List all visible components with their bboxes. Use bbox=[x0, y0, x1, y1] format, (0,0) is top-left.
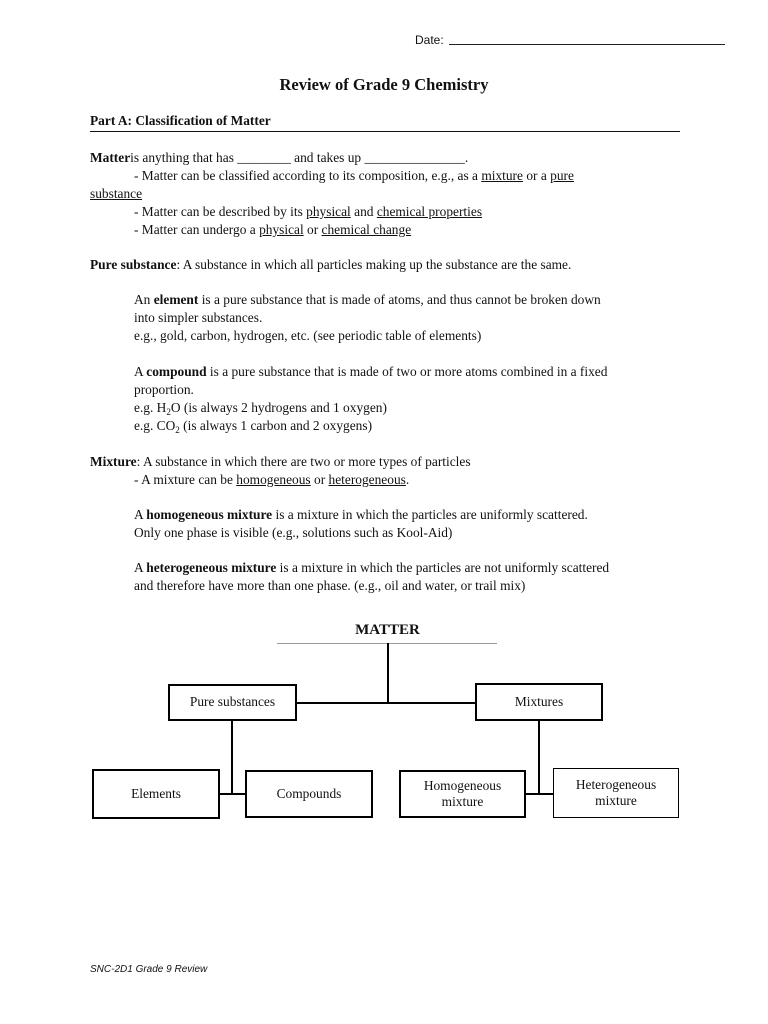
text: (is always 1 carbon and 2 oxygens) bbox=[179, 418, 373, 433]
heterogeneous-term: heterogeneous mixture bbox=[146, 560, 277, 575]
matter-bullet-3 bbox=[134, 222, 411, 238]
text: . bbox=[405, 472, 410, 487]
underlined-term: homogeneous bbox=[236, 472, 311, 487]
connector-line bbox=[296, 702, 476, 704]
underlined-term: physical bbox=[306, 204, 351, 219]
compound-term: compound bbox=[146, 364, 207, 379]
page-title: Review of Grade 9 Chemistry bbox=[279, 75, 489, 94]
heterogeneous-mixture-box bbox=[553, 768, 679, 818]
text: A bbox=[134, 364, 147, 379]
subscript: 2 bbox=[166, 407, 171, 417]
homogeneous-mixture-box bbox=[399, 770, 526, 818]
compound-definition bbox=[134, 364, 607, 380]
mixture-definition bbox=[90, 454, 471, 470]
matter-bullet-2 bbox=[134, 204, 482, 220]
subscript: 2 bbox=[175, 425, 180, 435]
underlined-term: chemical properties bbox=[376, 204, 483, 219]
date-field bbox=[415, 32, 725, 47]
element-example: e.g., gold, carbon, hydrogen, etc. (see periodic table of elements) bbox=[134, 328, 482, 343]
page-footer: SNC-2D1 Grade 9 Review bbox=[90, 964, 208, 975]
date-label: Date: bbox=[415, 33, 444, 47]
matter-definition-text: is anything that has ________ and takes up _______________. bbox=[130, 150, 469, 165]
matter-bullet-1-cont bbox=[90, 186, 142, 202]
box-label: Heterogeneous bbox=[575, 776, 657, 792]
homogeneous-definition bbox=[134, 507, 588, 523]
underlined-term: mixture bbox=[481, 168, 523, 183]
box-label: Homogeneous bbox=[423, 777, 502, 793]
connector-line bbox=[231, 721, 233, 794]
compound-definition-cont: proportion. bbox=[134, 382, 194, 397]
text: is a mixture in which the particles are uniformly scattered. bbox=[272, 507, 588, 522]
text: - Matter can undergo a bbox=[134, 222, 260, 237]
mixture-bullet-1 bbox=[134, 472, 409, 488]
diagram-root-label: MATTER bbox=[355, 622, 420, 638]
mixture-term: Mixture bbox=[90, 454, 137, 469]
text: : A substance in which all particles making up the substance are the same. bbox=[176, 257, 572, 272]
underlined-term: physical bbox=[259, 222, 304, 237]
heterogeneous-definition bbox=[134, 560, 609, 576]
matter-term: Matter bbox=[90, 150, 131, 165]
matter-definition bbox=[90, 150, 468, 166]
text: A bbox=[134, 507, 147, 522]
text: and bbox=[350, 204, 377, 219]
text: e.g. CO bbox=[134, 418, 176, 433]
underlined-term: pure bbox=[550, 168, 574, 183]
date-blank-line bbox=[449, 32, 725, 45]
text: is a mixture in which the particles are not uniformly scattered bbox=[276, 560, 610, 575]
heterogeneous-definition-cont: and therefore have more than one phase. (e.g., oil and water, or trail mix) bbox=[134, 578, 526, 593]
box-label: mixture bbox=[595, 793, 637, 808]
part-a-heading: Part A: Classification of Matter bbox=[90, 113, 271, 128]
underlined-term: substance bbox=[90, 186, 143, 201]
elements-box: Elements bbox=[92, 769, 220, 819]
connector-line bbox=[538, 721, 540, 794]
homogeneous-term: homogeneous mixture bbox=[146, 507, 273, 522]
underlined-term: chemical change bbox=[321, 222, 412, 237]
element-definition bbox=[134, 292, 601, 308]
text: is a pure substance that is made of atoms, and thus cannot be broken down bbox=[198, 292, 601, 307]
text: A bbox=[134, 560, 147, 575]
pure-substance-term: Pure substance bbox=[90, 257, 177, 272]
text: - Matter can be classified according to its composition, e.g., as a bbox=[134, 168, 482, 183]
mixtures-box: Mixtures bbox=[475, 683, 603, 721]
connector-line bbox=[525, 793, 554, 795]
compound-example-co2 bbox=[134, 418, 372, 434]
text: is a pure substance that is made of two or more atoms combined in a fixed bbox=[206, 364, 608, 379]
text: or a bbox=[522, 168, 551, 183]
homogeneous-definition-cont: Only one phase is visible (e.g., solutions such as Kool-Aid) bbox=[134, 525, 453, 540]
text: - Matter can be described by its bbox=[134, 204, 307, 219]
text: O (is always 2 hydrogens and 1 oxygen) bbox=[170, 400, 387, 415]
box-label: mixture bbox=[441, 794, 484, 809]
element-term: element bbox=[153, 292, 199, 307]
text: An bbox=[134, 292, 154, 307]
text: - A mixture can be bbox=[134, 472, 237, 487]
compound-example-water bbox=[134, 400, 387, 416]
element-definition-cont: into simpler substances. bbox=[134, 310, 263, 325]
pure-substances-box: Pure substances bbox=[168, 684, 297, 721]
underlined-term: heterogeneous bbox=[328, 472, 406, 487]
connector-line bbox=[387, 643, 389, 703]
text: or bbox=[303, 222, 322, 237]
pure-substance-definition bbox=[90, 257, 571, 273]
text: : A substance in which there are two or more types of particles bbox=[136, 454, 471, 469]
text: e.g. H bbox=[134, 400, 167, 415]
text: or bbox=[310, 472, 329, 487]
connector-line bbox=[219, 793, 246, 795]
matter-bullet-1 bbox=[134, 168, 574, 184]
part-a-rule bbox=[90, 131, 680, 132]
compounds-box: Compounds bbox=[245, 770, 373, 818]
